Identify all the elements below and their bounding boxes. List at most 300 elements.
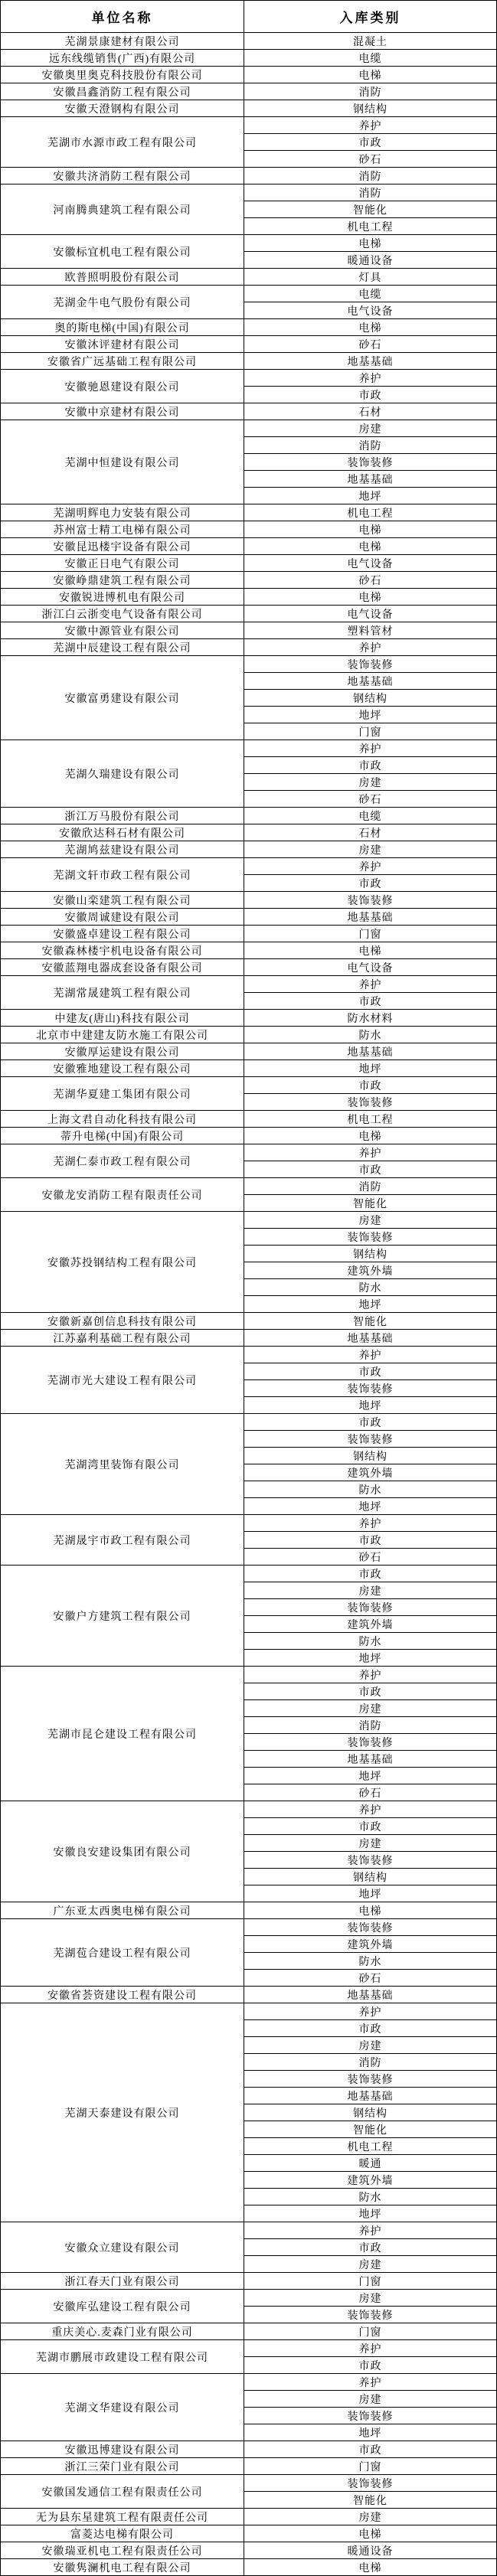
category-cell: 智能化 xyxy=(244,1313,497,1330)
company-name-cell: 芜湖市水源市政工程有限公司 xyxy=(1,117,244,168)
category-cell: 市政 xyxy=(244,2441,497,2458)
category-cell: 消防 xyxy=(244,1178,497,1195)
category-cell: 地坪 xyxy=(244,2424,497,2441)
category-cell: 地基基础 xyxy=(244,471,497,488)
category-cell: 地基基础 xyxy=(244,1987,497,2003)
category-cell: 装饰装修 xyxy=(244,892,497,909)
category-cell: 砂石 xyxy=(244,791,497,808)
category-cell: 电梯 xyxy=(244,538,497,555)
column-header-unit-name: 单位名称 xyxy=(1,1,244,33)
company-name-cell: 远东线缆销售(广西)有限公司 xyxy=(1,50,244,67)
company-name-cell: 芜湖金牛电气股份有限公司 xyxy=(1,286,244,319)
table-row xyxy=(1,1330,497,1347)
table-row xyxy=(1,2323,497,2340)
category-cell: 市政 xyxy=(244,757,497,774)
table-row xyxy=(1,572,497,589)
table-row xyxy=(1,1902,497,1919)
company-name-cell: 无为县东星建筑工程有限责任公司 xyxy=(1,2509,244,2525)
company-name-cell: 芜湖仁泰市政工程有限公司 xyxy=(1,1144,244,1178)
table-row xyxy=(1,336,497,353)
category-cell: 市政 xyxy=(244,1532,497,1549)
table-row xyxy=(1,2475,497,2492)
table-row xyxy=(1,1027,497,1043)
table-row xyxy=(1,1987,497,2003)
table-row xyxy=(1,1667,497,1683)
category-cell: 暖通设备 xyxy=(244,252,497,269)
table-row xyxy=(1,942,497,959)
category-cell: 门窗 xyxy=(244,926,497,942)
category-cell: 门窗 xyxy=(244,723,497,740)
category-cell: 暖通 xyxy=(244,2155,497,2172)
category-cell: 电气设备 xyxy=(244,302,497,319)
company-name-cell: 安徽众立建设有限公司 xyxy=(1,2222,244,2273)
category-cell: 市政 xyxy=(244,1414,497,1431)
table-row xyxy=(1,1060,497,1077)
company-name-cell: 安徽中源管业有限公司 xyxy=(1,622,244,639)
category-cell: 钢结构 xyxy=(244,100,497,117)
category-cell: 防水 xyxy=(244,2189,497,2205)
company-name-cell: 芜湖华夏建工集团有限公司 xyxy=(1,1077,244,1111)
category-cell: 养护 xyxy=(244,370,497,387)
company-name-cell: 芜湖久瑞建设有限公司 xyxy=(1,740,244,808)
category-cell: 市政 xyxy=(244,1161,497,1178)
table-row xyxy=(1,639,497,656)
category-cell: 养护 xyxy=(244,1144,497,1161)
category-cell: 市政 xyxy=(244,1077,497,1094)
category-cell: 市政 xyxy=(244,1683,497,1700)
company-name-cell: 重庆美心.麦森门业有限公司 xyxy=(1,2323,244,2340)
table-row xyxy=(1,83,497,100)
table-row xyxy=(1,2458,497,2475)
company-name-cell: 安徽盛卓建设工程有限公司 xyxy=(1,926,244,942)
category-cell: 地坪 xyxy=(244,1296,497,1313)
table-row xyxy=(1,555,497,572)
table-row xyxy=(1,50,497,67)
category-cell: 市政 xyxy=(244,2239,497,2256)
category-cell: 房建 xyxy=(244,2391,497,2408)
category-cell: 砂石 xyxy=(244,336,497,353)
company-name-cell: 芜湖文轩市政工程有限公司 xyxy=(1,858,244,892)
company-name-cell: 安徽库弘建设工程有限公司 xyxy=(1,2290,244,2323)
company-name-cell: 芜湖湾里装饰有限公司 xyxy=(1,1414,244,1515)
table-row xyxy=(1,33,497,50)
category-cell: 装饰装修 xyxy=(244,2475,497,2492)
category-cell: 房建 xyxy=(244,1835,497,1852)
category-cell: 市政 xyxy=(244,1566,497,1582)
table-row xyxy=(1,926,497,942)
category-cell: 地坪 xyxy=(244,1885,497,1902)
company-name-cell: 安徽蓝翔电器成套设备有限公司 xyxy=(1,959,244,976)
category-cell: 消防 xyxy=(244,83,497,100)
table-row xyxy=(1,959,497,976)
category-cell: 地基基础 xyxy=(244,353,497,370)
category-cell: 装饰装修 xyxy=(244,1094,497,1111)
category-cell: 门窗 xyxy=(244,2458,497,2475)
category-cell: 机电工程 xyxy=(244,2138,497,2155)
company-name-cell: 河南腾典建筑工程有限公司 xyxy=(1,184,244,235)
category-cell: 养护 xyxy=(244,117,497,134)
category-cell: 消防 xyxy=(244,2054,497,2071)
table-body xyxy=(1,33,497,2576)
category-cell: 电梯 xyxy=(244,589,497,606)
table-row xyxy=(1,1515,497,1532)
category-cell: 电梯 xyxy=(244,2525,497,2542)
company-name-cell: 芜湖苞合建设工程有限公司 xyxy=(1,1919,244,1987)
category-cell: 暖通设备 xyxy=(244,2542,497,2559)
company-name-cell: 安徽瑞亚机电工程有限责任公司 xyxy=(1,2542,244,2559)
category-cell: 装饰装修 xyxy=(244,656,497,673)
table-row xyxy=(1,1347,497,1363)
category-cell: 电气设备 xyxy=(244,959,497,976)
table-row xyxy=(1,504,497,521)
category-cell: 装饰装修 xyxy=(244,1734,497,1751)
table-row xyxy=(1,1178,497,1195)
table-row xyxy=(1,606,497,622)
company-name-cell: 芜湖晟宇市政工程有限公司 xyxy=(1,1515,244,1566)
column-header-category: 入库类别 xyxy=(244,1,497,33)
table-row xyxy=(1,2509,497,2525)
table-row xyxy=(1,420,497,437)
category-cell: 建筑外墙 xyxy=(244,1262,497,1279)
table-row xyxy=(1,1077,497,1094)
category-cell: 砂石 xyxy=(244,572,497,589)
table-row xyxy=(1,1128,497,1144)
company-name-cell: 安徽昌鑫消防工程有限公司 xyxy=(1,83,244,100)
company-name-cell: 苏州富士精工电梯有限公司 xyxy=(1,521,244,538)
table-row xyxy=(1,976,497,993)
category-cell: 电梯 xyxy=(244,942,497,959)
category-cell: 地坪 xyxy=(244,1650,497,1667)
company-name-cell: 安徽厚运建设有限公司 xyxy=(1,1043,244,1060)
category-cell: 地基基础 xyxy=(244,1751,497,1768)
category-cell: 地坪 xyxy=(244,1498,497,1515)
category-cell: 养护 xyxy=(244,1801,497,1818)
table-row xyxy=(1,622,497,639)
company-name-cell: 芜湖中辰建设工程有限公司 xyxy=(1,639,244,656)
category-cell: 房建 xyxy=(244,1700,497,1717)
company-name-cell: 安徽山栾建筑工程有限公司 xyxy=(1,892,244,909)
table-row xyxy=(1,2559,497,2576)
company-name-cell: 中建友(唐山)科技有限公司 xyxy=(1,1010,244,1027)
category-cell: 市政 xyxy=(244,993,497,1010)
company-name-cell: 北京市中建建友防水施工有限公司 xyxy=(1,1027,244,1043)
category-cell: 地坪 xyxy=(244,488,497,504)
category-cell: 装饰装修 xyxy=(244,2408,497,2424)
company-name-cell: 安徽森林楼宇机电设备有限公司 xyxy=(1,942,244,959)
company-name-cell: 安徽中京建材有限公司 xyxy=(1,403,244,420)
table-row xyxy=(1,589,497,606)
table-row xyxy=(1,656,497,673)
company-name-cell: 安徽峥鼎建筑工程有限公司 xyxy=(1,572,244,589)
category-cell: 建筑外墙 xyxy=(244,1936,497,1953)
table-row xyxy=(1,1111,497,1128)
table-row xyxy=(1,67,497,83)
category-cell: 地基基础 xyxy=(244,1330,497,1347)
table-row xyxy=(1,2290,497,2307)
table-row xyxy=(1,2525,497,2542)
company-name-cell: 安徽省广远基础工程有限公司 xyxy=(1,353,244,370)
table-row xyxy=(1,2374,497,2391)
table-row xyxy=(1,808,497,824)
category-cell: 养护 xyxy=(244,1667,497,1683)
category-cell: 电缆 xyxy=(244,808,497,824)
category-cell: 地坪 xyxy=(244,707,497,723)
company-name-cell: 浙江三荣门业有限公司 xyxy=(1,2458,244,2475)
category-cell: 地基基础 xyxy=(244,909,497,926)
company-name-cell: 安徽苏投钢结构工程有限公司 xyxy=(1,1212,244,1313)
company-name-cell: 安徽迅博建设有限公司 xyxy=(1,2441,244,2458)
category-cell: 养护 xyxy=(244,976,497,993)
table-row xyxy=(1,100,497,117)
category-cell: 智能化 xyxy=(244,2121,497,2138)
table-row xyxy=(1,117,497,134)
company-name-cell: 芜湖中恒建设有限公司 xyxy=(1,420,244,504)
company-name-cell: 安徽锐进博机电有限公司 xyxy=(1,589,244,606)
category-cell: 建筑外墙 xyxy=(244,2172,497,2189)
company-name-cell: 浙江白云浙变电气设备有限公司 xyxy=(1,606,244,622)
category-cell: 市政 xyxy=(244,875,497,892)
company-name-cell: 安徽户方建筑工程有限公司 xyxy=(1,1566,244,1667)
company-name-cell: 芜湖鸠兹建设有限公司 xyxy=(1,841,244,858)
table-row xyxy=(1,1144,497,1161)
category-cell: 智能化 xyxy=(244,2492,497,2509)
category-cell: 装饰装修 xyxy=(244,454,497,471)
company-name-cell: 安徽奥里奥克科技股份有限公司 xyxy=(1,67,244,83)
category-cell: 电梯 xyxy=(244,2559,497,2576)
category-cell: 装饰装修 xyxy=(244,1919,497,1936)
category-cell: 房建 xyxy=(244,2290,497,2307)
category-cell: 地坪 xyxy=(244,1060,497,1077)
category-cell: 防水 xyxy=(244,1953,497,1970)
category-cell: 电气设备 xyxy=(244,606,497,622)
table-row xyxy=(1,521,497,538)
category-cell: 电梯 xyxy=(244,1128,497,1144)
category-cell: 装饰装修 xyxy=(244,1380,497,1397)
table-row xyxy=(1,841,497,858)
category-cell: 电梯 xyxy=(244,521,497,538)
category-cell: 养护 xyxy=(244,740,497,757)
category-cell: 养护 xyxy=(244,2003,497,2020)
category-cell: 电气设备 xyxy=(244,555,497,572)
table-row xyxy=(1,1566,497,1582)
category-cell: 消防 xyxy=(244,437,497,454)
category-cell: 消防 xyxy=(244,1717,497,1734)
table-row xyxy=(1,2003,497,2020)
category-cell: 地基基础 xyxy=(244,2088,497,2104)
category-cell: 砂石 xyxy=(244,1784,497,1801)
category-cell: 砂石 xyxy=(244,1970,497,1987)
category-cell: 电梯 xyxy=(244,319,497,336)
category-cell: 装饰装修 xyxy=(244,2307,497,2323)
company-name-cell: 浙江万马股份有限公司 xyxy=(1,808,244,824)
company-name-cell: 芜湖文华建设有限公司 xyxy=(1,2374,244,2441)
company-name-cell: 安徽驰恩建设有限公司 xyxy=(1,370,244,403)
company-name-cell: 安徽共济消防工程有限公司 xyxy=(1,168,244,184)
table-row xyxy=(1,2222,497,2239)
company-name-cell: 芜湖市光大建设工程有限公司 xyxy=(1,1347,244,1414)
category-cell: 地基基础 xyxy=(244,1043,497,1060)
category-cell: 地基基础 xyxy=(244,673,497,690)
table-row xyxy=(1,1801,497,1818)
category-cell: 房建 xyxy=(244,1582,497,1599)
table-row xyxy=(1,858,497,875)
category-cell: 钢结构 xyxy=(244,1246,497,1262)
table-row xyxy=(1,286,497,302)
category-cell: 房建 xyxy=(244,2037,497,2054)
table-row xyxy=(1,168,497,184)
table-row xyxy=(1,538,497,555)
category-cell: 砂石 xyxy=(244,1549,497,1566)
table-row xyxy=(1,892,497,909)
category-cell: 机电工程 xyxy=(244,218,497,235)
category-cell: 地坪 xyxy=(244,1397,497,1414)
category-cell: 智能化 xyxy=(244,201,497,218)
category-cell: 养护 xyxy=(244,1347,497,1363)
table-row xyxy=(1,824,497,841)
company-name-cell: 上海文君自动化科技有限公司 xyxy=(1,1111,244,1128)
category-cell: 防水 xyxy=(244,1481,497,1498)
category-cell: 钢结构 xyxy=(244,1448,497,1464)
category-cell: 房建 xyxy=(244,841,497,858)
company-name-cell: 富菱达电梯有限公司 xyxy=(1,2525,244,2542)
table-row xyxy=(1,370,497,387)
company-name-cell: 蒂升电梯(中国)有限公司 xyxy=(1,1128,244,1144)
company-name-cell: 芜湖常晟建筑工程有限公司 xyxy=(1,976,244,1010)
category-cell: 房建 xyxy=(244,420,497,437)
company-name-cell: 安徽国发通信工程有限责任公司 xyxy=(1,2475,244,2509)
company-name-cell: 安徽隽澜机电工程有限公司 xyxy=(1,2559,244,2576)
company-name-cell: 安徽省荟资建设工程有限公司 xyxy=(1,1987,244,2003)
category-cell: 电梯 xyxy=(244,67,497,83)
category-cell: 装饰装修 xyxy=(244,1431,497,1448)
table-row xyxy=(1,1043,497,1060)
table-row xyxy=(1,2542,497,2559)
table-row xyxy=(1,1313,497,1330)
category-cell: 消防 xyxy=(244,168,497,184)
category-cell: 养护 xyxy=(244,2340,497,2357)
category-cell: 机电工程 xyxy=(244,1111,497,1128)
table-row xyxy=(1,353,497,370)
category-cell: 装饰装修 xyxy=(244,2071,497,2088)
company-name-cell: 安徽标宜机电工程有限公司 xyxy=(1,235,244,269)
table-header xyxy=(1,1,497,33)
company-name-cell: 安徽富勇建设有限公司 xyxy=(1,656,244,740)
company-name-cell: 安徽龙安消防工程有限责任公司 xyxy=(1,1178,244,1212)
table-row xyxy=(1,909,497,926)
category-cell: 防水材料 xyxy=(244,1010,497,1027)
category-cell: 机电工程 xyxy=(244,504,497,521)
category-cell: 市政 xyxy=(244,2020,497,2037)
company-name-cell: 芜湖市鹏展市政建设工程有限公司 xyxy=(1,2340,244,2374)
company-name-cell: 欧普照明股份有限公司 xyxy=(1,269,244,286)
company-name-cell: 奥的斯电梯(中国)有限公司 xyxy=(1,319,244,336)
category-cell: 防水 xyxy=(244,1633,497,1650)
company-name-cell: 广东亚太西奥电梯有限公司 xyxy=(1,1902,244,1919)
category-cell: 养护 xyxy=(244,2374,497,2391)
company-name-cell: 安徽昆迅楼宇设备有限公司 xyxy=(1,538,244,555)
category-cell: 钢结构 xyxy=(244,690,497,707)
category-cell: 门窗 xyxy=(244,2323,497,2340)
table-row xyxy=(1,2273,497,2290)
table-row xyxy=(1,235,497,252)
category-cell: 装饰装修 xyxy=(244,1599,497,1616)
category-cell: 养护 xyxy=(244,858,497,875)
category-cell: 消防 xyxy=(244,184,497,201)
category-cell: 市政 xyxy=(244,1818,497,1835)
company-name-cell: 安徽正日电气有限公司 xyxy=(1,555,244,572)
table-row xyxy=(1,740,497,757)
category-cell: 防水 xyxy=(244,1279,497,1296)
category-cell: 钢结构 xyxy=(244,1869,497,1885)
company-name-cell: 安徽雅地建设工程有限公司 xyxy=(1,1060,244,1077)
company-name-cell: 安徽新嘉创信息科技有限公司 xyxy=(1,1313,244,1330)
category-cell: 电梯 xyxy=(244,1902,497,1919)
category-cell: 装饰装修 xyxy=(244,1852,497,1869)
category-cell: 市政 xyxy=(244,2357,497,2374)
header-row xyxy=(1,1,497,33)
company-name-cell: 安徽周诚建设有限公司 xyxy=(1,909,244,926)
table-row xyxy=(1,1414,497,1431)
company-name-cell: 安徽欣达科石材有限公司 xyxy=(1,824,244,841)
category-cell: 养护 xyxy=(244,639,497,656)
table-row xyxy=(1,184,497,201)
company-name-cell: 安徽沐评建材有限公司 xyxy=(1,336,244,353)
category-cell: 石材 xyxy=(244,403,497,420)
table-row xyxy=(1,403,497,420)
category-cell: 石材 xyxy=(244,824,497,841)
table-row xyxy=(1,1010,497,1027)
company-name-cell: 芜湖景康建材有限公司 xyxy=(1,33,244,50)
category-cell: 房建 xyxy=(244,2256,497,2273)
company-name-cell: 芜湖天泰建设有限公司 xyxy=(1,2003,244,2222)
company-name-cell: 安徽良安建设集团有限公司 xyxy=(1,1801,244,1902)
category-cell: 防水 xyxy=(244,1027,497,1043)
category-cell: 电梯 xyxy=(244,235,497,252)
category-cell: 市政 xyxy=(244,387,497,403)
company-name-cell: 芜湖市昆仑建设工程有限公司 xyxy=(1,1667,244,1801)
category-cell: 地坪 xyxy=(244,2205,497,2222)
company-name-cell: 浙江春天门业有限公司 xyxy=(1,2273,244,2290)
category-cell: 养护 xyxy=(244,1515,497,1532)
category-cell: 地坪 xyxy=(244,1768,497,1784)
category-cell: 砂石 xyxy=(244,151,497,168)
category-cell: 房建 xyxy=(244,1212,497,1229)
category-cell: 装饰装修 xyxy=(244,1229,497,1246)
table-row xyxy=(1,319,497,336)
category-cell: 市政 xyxy=(244,134,497,151)
category-cell: 门窗 xyxy=(244,2273,497,2290)
category-cell: 电缆 xyxy=(244,50,497,67)
category-cell: 房建 xyxy=(244,2509,497,2525)
category-cell: 灯具 xyxy=(244,269,497,286)
category-cell: 建筑外墙 xyxy=(244,1616,497,1633)
company-name-cell: 安徽天澄钢构有限公司 xyxy=(1,100,244,117)
table-row xyxy=(1,2340,497,2357)
category-cell: 混凝土 xyxy=(244,33,497,50)
category-cell: 房建 xyxy=(244,774,497,791)
table-row xyxy=(1,269,497,286)
table-row xyxy=(1,1212,497,1229)
table-row xyxy=(1,2441,497,2458)
table-row xyxy=(1,1919,497,1936)
category-cell: 塑料管材 xyxy=(244,622,497,639)
category-cell: 电缆 xyxy=(244,286,497,302)
company-name-cell: 江苏嘉利基础工程有限公司 xyxy=(1,1330,244,1347)
company-name-cell: 芜湖明辉电力安装有限公司 xyxy=(1,504,244,521)
category-cell: 智能化 xyxy=(244,1195,497,1212)
category-cell: 钢结构 xyxy=(244,2104,497,2121)
category-cell: 养护 xyxy=(244,2222,497,2239)
